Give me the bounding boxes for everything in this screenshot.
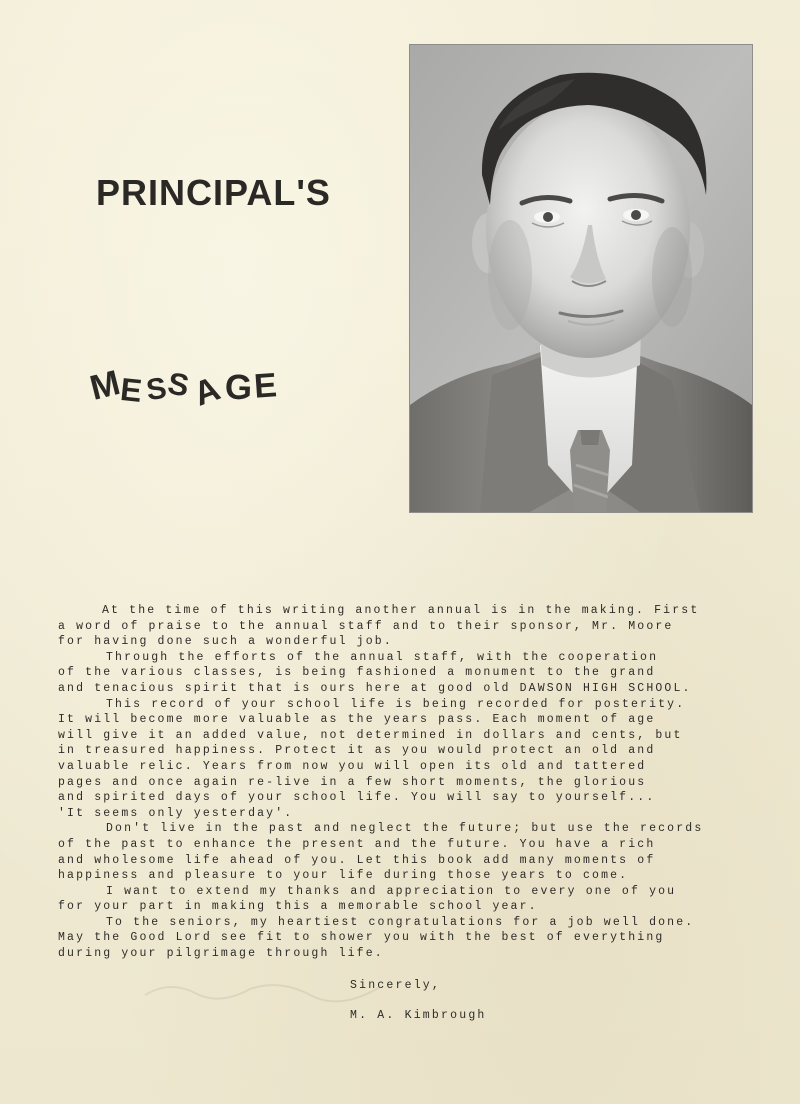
letter-line: May the Good Lord see fit to shower you with the best of everything	[58, 931, 665, 945]
letter-line: Don't live in the past and neglect the future; but use the records	[106, 822, 704, 836]
heading-message-letter: G	[223, 367, 253, 408]
letter-signature: M. A. Kimbrough	[350, 1009, 487, 1022]
letter-line: of the past to enhance the present and the future. You have a rich	[58, 837, 656, 851]
letter-line: for your part in making this a memorable school year.	[58, 900, 538, 914]
heading-message-letter: E	[118, 370, 144, 409]
heading-principals: PRINCIPAL'S	[96, 172, 331, 213]
letter-body	[58, 603, 748, 962]
letter-line: Through the efforts of the annual staff, with the cooperation	[106, 650, 659, 664]
letter-line: valuable relic. Years from now you will open its old and tattered	[58, 759, 647, 773]
letter-line: for having done such a wonderful job.	[58, 635, 393, 649]
letter-line: happiness and pleasure to your life during those years to come.	[58, 869, 629, 883]
heading-message	[86, 362, 279, 414]
principal-portrait	[410, 45, 752, 512]
heading-message-letter: M	[86, 363, 124, 408]
letter-line: and tenacious spirit that is ours here at good old DAWSON HIGH SCHOOL.	[58, 681, 692, 695]
heading-message-letter: E	[252, 366, 279, 406]
letter-line: It will become more valuable as the years pass. Each moment of age	[58, 713, 656, 727]
letter-line: of the various classes, is being fashioned a monument to the grand	[58, 666, 656, 680]
letter-line: during your pilgrimage through life.	[58, 947, 384, 961]
heading-message-letter: S	[143, 371, 169, 408]
letter-line: in treasured happiness. Protect it as you would protect an old and	[58, 744, 656, 758]
portrait-photo-icon	[410, 45, 752, 512]
letter-line: To the seniors, my heartiest congratulations for a job well done.	[106, 915, 695, 929]
letter-line: I want to extend my thanks and appreciation to every one of you	[106, 884, 677, 898]
heading-message-letter: A	[189, 369, 226, 414]
letter-line: and spirited days of your school life. You will say to yourself...	[58, 791, 656, 805]
letter-line: and wholesome life ahead of you. Let this book add many moments of	[58, 853, 656, 867]
letter-line: At the time of this writing another annual is in the making. First	[102, 604, 700, 617]
letter-line: a word of praise to the annual staff and to their sponsor, Mr. Moore	[58, 619, 674, 633]
letter-line: This record of your school life is being recorded for posterity.	[106, 697, 686, 711]
letter-line: 'It seems only yesterday'.	[58, 806, 294, 820]
letter-closing: Sincerely,	[350, 979, 442, 992]
letter-line: will give it an added value, not determined in dollars and cents, but	[58, 728, 683, 742]
heading-message-letter: S	[164, 365, 192, 404]
letter-line: pages and once again re-live in a few short moments, the glorious	[58, 775, 647, 789]
